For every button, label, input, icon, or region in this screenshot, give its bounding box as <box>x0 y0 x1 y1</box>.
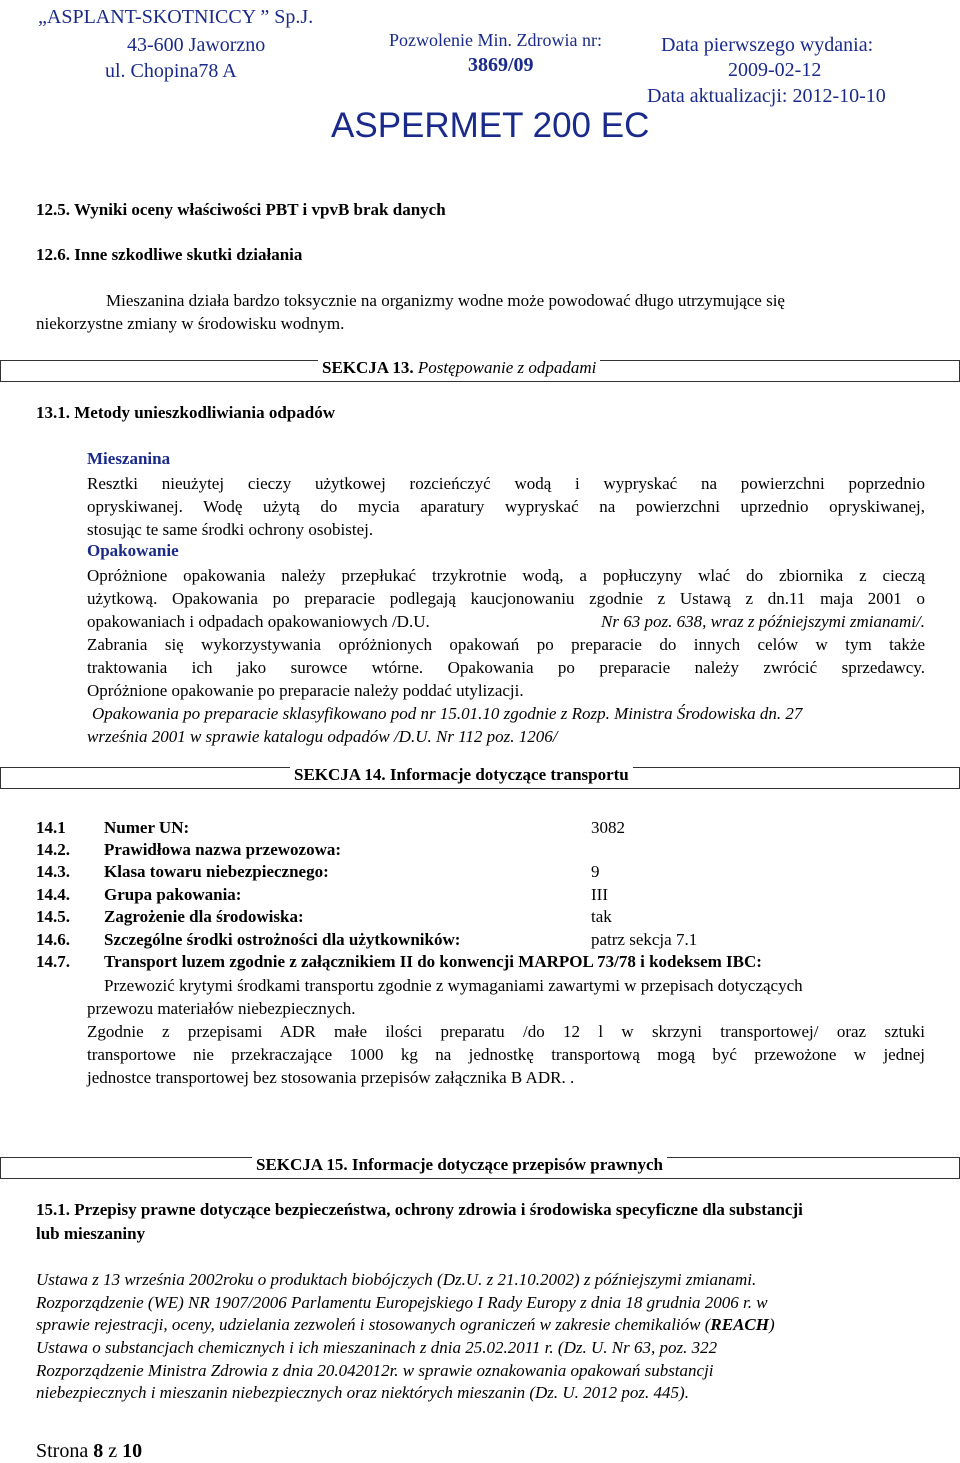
item-12-6-text-line1: Mieszanina działa bardzo toksycznie na organizmy wodne może powodować długo utrzymujące się <box>106 291 785 310</box>
row-14-4-value: III <box>591 885 608 904</box>
page-of-label: z <box>108 1440 118 1462</box>
packaging-text-line8: września 2001 w sprawie katalogu odpadów /D.U. Nr 112 poz. 1206/ <box>87 727 558 746</box>
page-total: 10 <box>122 1440 143 1462</box>
first-issue-label: Data pierwszego wydania: <box>661 34 874 56</box>
company-street: ul. Chopina78 A <box>105 60 237 82</box>
section-13-title: Postępowanie z odpadami <box>417 358 597 377</box>
law-line1: Ustawa z 13 września 2002roku o produktach biobójczych (Dz.U. z 21.10.2002) z późniejszymi zmianami. <box>36 1270 757 1289</box>
row-14-2-num: 14.2. <box>36 840 70 859</box>
packaging-text-line4: Zabrania się wykorzystywania opróżnionych opakowań po preparacie do innych celów w tym także <box>87 635 925 654</box>
transport-text-line5: jednostce transportowej bez stosowania przepisów załącznika B ADR. . <box>87 1068 575 1087</box>
permit-label: Pozwolenie Min. Zdrowia nr: <box>389 30 602 50</box>
section-13-heading <box>318 358 600 378</box>
row-14-5-num: 14.5. <box>36 907 70 926</box>
page-current: 8 <box>93 1440 104 1462</box>
law-line4: Ustawa o substancjach chemicznych i ich mieszaninach z dnia 25.02.2011 r. (Dz. U. Nr 63, poz. 322 <box>36 1338 718 1357</box>
row-14-5-label: Zagrożenie dla środowiska: <box>104 907 304 926</box>
row-14-6-label: Szczególne środki ostrożności dla użytkowników: <box>104 930 461 949</box>
mixture-label: Mieszanina <box>87 449 171 468</box>
packaging-text-line3b: Nr 63 poz. 638, wraz z późniejszymi zmianami/. <box>601 612 925 631</box>
packaging-text-line6: Opróżnione opakowanie po preparacie należy poddać utylizacji. <box>87 681 524 700</box>
law-line5: Rozporządzenie Ministra Zdrowia z dnia 20.042012r. w sprawie oznakowania opakowań substancji <box>36 1361 714 1380</box>
transport-text-line3: Zgodnie z przepisami ADR małe ilości preparatu /do 12 l w skrzyni transportowej/ oraz sztuki <box>87 1022 925 1041</box>
update-date: Data aktualizacji: 2012-10-10 <box>647 85 886 107</box>
row-14-1-label: Numer UN: <box>104 818 190 837</box>
packaging-label: Opakowanie <box>87 541 179 560</box>
row-14-6-value: patrz sekcja 7.1 <box>591 930 698 949</box>
row-14-6-num: 14.6. <box>36 930 70 949</box>
row-14-2-label: Prawidłowa nazwa przewozowa: <box>104 840 342 859</box>
section-13-prefix: SEKCJA 13. <box>322 358 414 377</box>
row-14-3-label: Klasa towaru niebezpiecznego: <box>104 862 329 881</box>
section-15-heading: SEKCJA 15. Informacje dotyczące przepisów prawnych <box>252 1155 667 1175</box>
row-14-4-num: 14.4. <box>36 885 70 904</box>
mixture-text-line3: stosując te same środki ochrony osobistej. <box>87 520 374 539</box>
item-12-6: 12.6. Inne szkodliwe skutki działania <box>36 245 303 264</box>
first-issue-date: 2009-02-12 <box>728 59 822 81</box>
transport-text-line2: przewozu materiałów niebezpiecznych. <box>87 999 356 1018</box>
item-12-5: 12.5. Wyniki oceny właściwości PBT i vpvB brak danych <box>36 200 446 219</box>
row-14-1-value: 3082 <box>591 818 625 837</box>
mixture-text-line2: opryskiwanej. Wodę użytą do mycia aparatury wypryskać na powierzchni uprzednio opryskiwanej, <box>87 497 925 516</box>
law-line2: Rozporządzenie (WE) NR 1907/2006 Parlamentu Europejskiego I Rady Europy z dnia 18 grudnia 2006 r. w <box>36 1293 768 1312</box>
permit-number: 3869/09 <box>468 54 534 76</box>
subheading-13-1: 13.1. Metody unieszkodliwiania odpadów <box>36 403 335 422</box>
packaging-text-line2: użytkową. Opakowania po preparacie podlegają kaucjonowaniu zgodnie z Ustawą z dn.11 maja 2001 o <box>87 589 925 608</box>
transport-text-line4: transportowe nie przekraczające 1000 kg na jednostkę transportową mogą być przewożone w jednej <box>87 1045 925 1064</box>
law-line6: niebezpiecznych i mieszanin niebezpiecznych oraz niektórych mieszanin (Dz. U. 2012 poz. 445). <box>36 1383 689 1402</box>
company-name: „ASPLANT-SKOTNICCY ” Sp.J. <box>38 6 314 28</box>
row-14-7-label: Transport luzem zgodnie z załącznikiem II do konwencji MARPOL 73/78 i kodeksem IBC: <box>104 952 762 971</box>
page-label: Strona <box>36 1440 89 1462</box>
product-name: ASPERMET 200 EC <box>331 106 650 145</box>
row-14-3-num: 14.3. <box>36 862 70 881</box>
law-line3: sprawie rejestracji, oceny, udzielania zezwoleń i stosowanych ograniczeń w zakresie chemikaliów (REACH) <box>36 1315 775 1334</box>
mixture-text-line1: Resztki nieużytej cieczy użytkowej rozcieńczyć wodą i wypryskać na powierzchni poprzednio <box>87 474 925 493</box>
packaging-text-line3 <box>87 610 925 633</box>
row-14-4-label: Grupa pakowania: <box>104 885 242 904</box>
row-14-1-num: 14.1 <box>36 818 66 837</box>
row-14-3-value: 9 <box>591 862 600 881</box>
subheading-15-1-line1: 15.1. Przepisy prawne dotyczące bezpieczeństwa, ochrony zdrowia i środowiska specyficzne dla substancji <box>36 1200 803 1219</box>
row-14-7-num: 14.7. <box>36 952 70 971</box>
company-city: 43-600 Jaworzno <box>127 34 266 56</box>
packaging-text-line1: Opróżnione opakowania należy przepłukać trzykrotnie wodą, a popłuczyny wlać do zbiornika z cieczą <box>87 566 925 585</box>
packaging-text-line3a: opakowaniach i odpadach opakowaniowych /D.U. <box>87 612 430 631</box>
page-number <box>36 1440 142 1463</box>
packaging-text-line7: Opakowania po preparacie sklasyfikowano pod nr 15.01.10 zgodnie z Rozp. Ministra Środowiska dn. 27 <box>92 704 803 723</box>
transport-text-line1: Przewozić krytymi środkami transportu zgodnie z wymaganiami zawartymi w przepisach dotyczących <box>104 976 803 995</box>
item-12-6-text-line2: niekorzystne zmiany w środowisku wodnym. <box>36 314 345 333</box>
subheading-15-1-line2: lub mieszaniny <box>36 1224 146 1243</box>
row-14-5-value: tak <box>591 907 612 926</box>
packaging-text-line5: traktowania ich jako surowce wtórne. Opakowania po preparacie należy zwrócić sprzedawcy. <box>87 658 925 677</box>
section-14-heading: SEKCJA 14. Informacje dotyczące transportu <box>290 765 633 785</box>
